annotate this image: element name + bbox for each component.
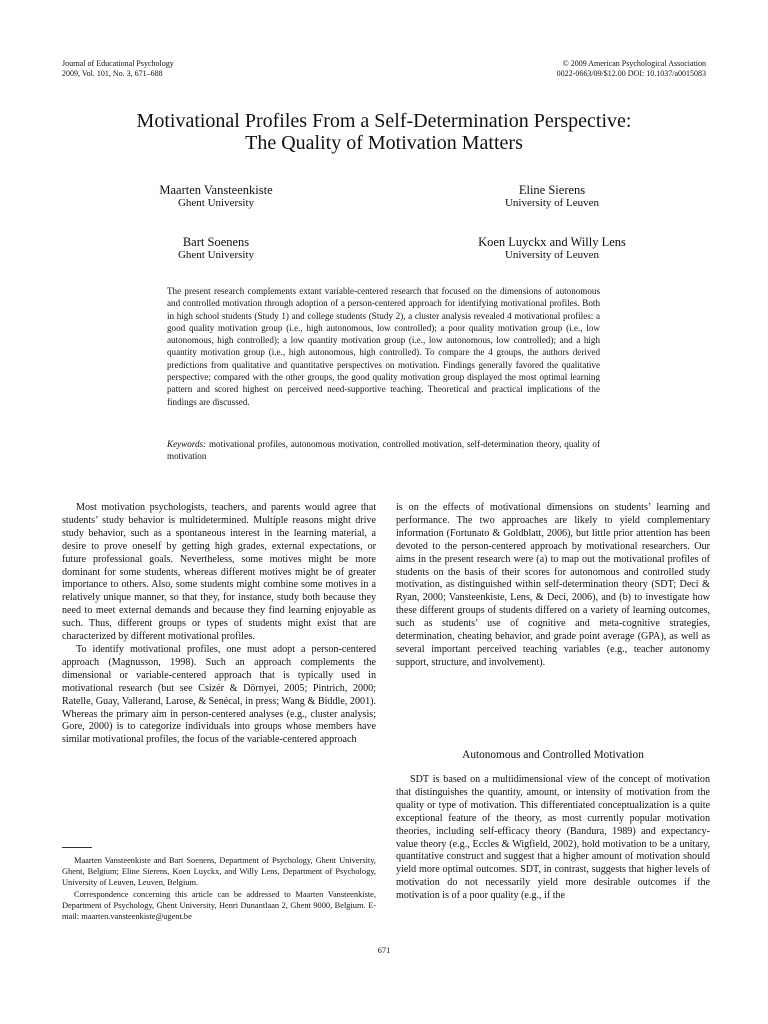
author-block xyxy=(432,236,672,262)
author-affiliation: University of Leuven xyxy=(504,197,600,209)
keywords-label: Keywords: xyxy=(167,439,207,449)
author-name: Maarten Vansteenkiste xyxy=(159,183,273,197)
keywords xyxy=(167,438,600,463)
author-affiliation: Ghent University xyxy=(177,197,255,209)
body-paragraph: To identify motivational profiles, one must adopt a person-centered approach (Magnusson, 1998). Such an approach complements the dimensional or variable-centered approach that is typically used in motivational research (but see Csizér & Dörnyei, 2005; Pintrich, 2000; Ratelle, Guay, Vallerand, Larose, & Senécal, in press; Wang & Biddle, 2001). Whereas the primary aim in person-centered analyses (e.g., cluster analysis; Gore, 2000) is to categorize individuals into groups whose members have similar motivational profiles, the focus of the variable-centered approach xyxy=(62,643,376,746)
author-name: Eline Sierens xyxy=(518,183,586,197)
body-column-right-section xyxy=(396,774,710,903)
author-name: Bart Soenens xyxy=(182,235,250,249)
author-block xyxy=(96,184,336,210)
title-line-2: The Quality of Motivation Matters xyxy=(245,132,523,154)
journal-header-left xyxy=(62,59,174,79)
copyright-notice: © 2009 American Psychological Association xyxy=(562,59,706,68)
article-title xyxy=(60,110,708,154)
section-heading: Autonomous and Controlled Motivation xyxy=(462,749,644,761)
journal-header-right xyxy=(557,59,706,79)
keywords-text: motivational profiles, autonomous motivation, controlled motivation, self-determination theory, quality of motivation xyxy=(167,439,600,462)
author-affiliation: Ghent University xyxy=(177,249,255,261)
author-name: Koen Luyckx and Willy Lens xyxy=(478,235,626,249)
page-number: 671 xyxy=(377,945,391,955)
body-column-left xyxy=(62,502,376,747)
footnote-divider xyxy=(62,847,92,848)
doi-info: 0022-0663/09/$12.00 DOI: 10.1037/a0015083 xyxy=(556,69,706,78)
footnote-correspondence: Correspondence concerning this article can be addressed to Maarten Vansteenkiste, Department of Psychology, Ghent University, Henri Dunantlaan 2, Ghent 9000, Belgium. E-mail: maarten.vansteenkiste@ugent.be xyxy=(62,889,376,922)
author-affiliation: University of Leuven xyxy=(504,249,600,261)
title-line-1: Motivational Profiles From a Self-Determination Perspective: xyxy=(136,110,632,132)
abstract: The present research complements extant variable-centered research that focused on the dimensions of autonomous and controlled motivation through adoption of a person-centered approach for identifying motivational profiles. Both in high school students (Study 1) and college students (Study 2), a cluster analysis revealed 4 motivational profiles: a good quality motivation group (i.e., high autonomous, low controlled); a poor quality motivation group (i.e., low autonomous, high controlled); a low quantity motivation group (i.e., low autonomous, low controlled); and a high quantity motivation group (i.e., high autonomous, high controlled). To compare the 4 groups, the authors derived predictions from qualitative and quantitative perspectives on motivation. Findings generally favored the qualitative perspective; compared with the other groups, the good quality motivation group displayed the most optimal learning pattern and scored highest on perceived need-supportive teaching. Theoretical and practical implications of the findings are discussed. xyxy=(167,286,600,407)
body-paragraph: Most motivation psychologists, teachers, and parents would agree that students’ study behavior is multidetermined. Multiple reasons might drive study behavior, such as a spontaneous interest in the learning material, a desire to prove oneself by getting high grades, external expectations, or future professional goals. Nevertheless, some motives might be more dominant for some students, whereas different motives might be of greater importance to others. Also, some students might combine some motives in a relatively unique manner, so that they, for instance, study both because they need to meet external demands and because they find learning enjoyable as such. Thus, different groups or types of students might exist that are characterized by different motivational profiles. xyxy=(62,502,376,643)
author-block xyxy=(96,236,336,262)
journal-name: Journal of Educational Psychology xyxy=(62,59,174,68)
footnote-affiliations: Maarten Vansteenkiste and Bart Soenens, Department of Psychology, Ghent University, Ghent, Belgium; Eline Sierens, Koen Luyckx, and Willy Lens, Department of Psychology, University of Leuven, Leuven, Belgium. xyxy=(62,856,376,888)
volume-info: 2009, Vol. 101, No. 3, 671–688 xyxy=(62,69,163,78)
footnotes xyxy=(62,855,376,922)
body-paragraph: SDT is based on a multidimensional view of the concept of motivation that distinguishes the quantity, amount, or intensity of motivation from the quality or type of motivation. This differentiated conceptualization is a quite exceptional feature of the theory, as most currently popular motivation theories, including self-efficacy theory (Bandura, 1989) and expectancy-value theory (e.g., Eccles & Wigfield, 2002), hold motivation to be a unitary, quantitative construct and suggest that a higher amount of motivation should yield more optimal outcomes. SDT, in contrast, suggests that higher levels of motivation do not necessarily yield more desirable outcomes if the motivation is of a poor quality (e.g., if the xyxy=(396,774,710,902)
body-column-right xyxy=(396,502,710,670)
body-paragraph: is on the effects of motivational dimensions on students’ learning and performance. The two approaches are likely to yield complementary information (Fortunato & Goldblatt, 2006), but little prior attention has been devoted to the person-centered approach by motivational researchers. Our aims in the present research were (a) to map out the motivational profiles of students on the basis of their scores for autonomous and controlled study motivation, as distinguished within self-determination theory (SDT; Deci & Ryan, 2000; Vansteenkiste, Lens, & Deci, 2006), and (b) to investigate how these different groups of students differed on a variety of learning outcomes, such as students’ use of cognitive and meta-cognitive strategies, determination, cheating behavior, and grade point average (GPA), as well as several important perceived teaching variables (e.g., teacher autonomy support, structure, and involvement). xyxy=(396,502,710,668)
author-block xyxy=(432,184,672,210)
